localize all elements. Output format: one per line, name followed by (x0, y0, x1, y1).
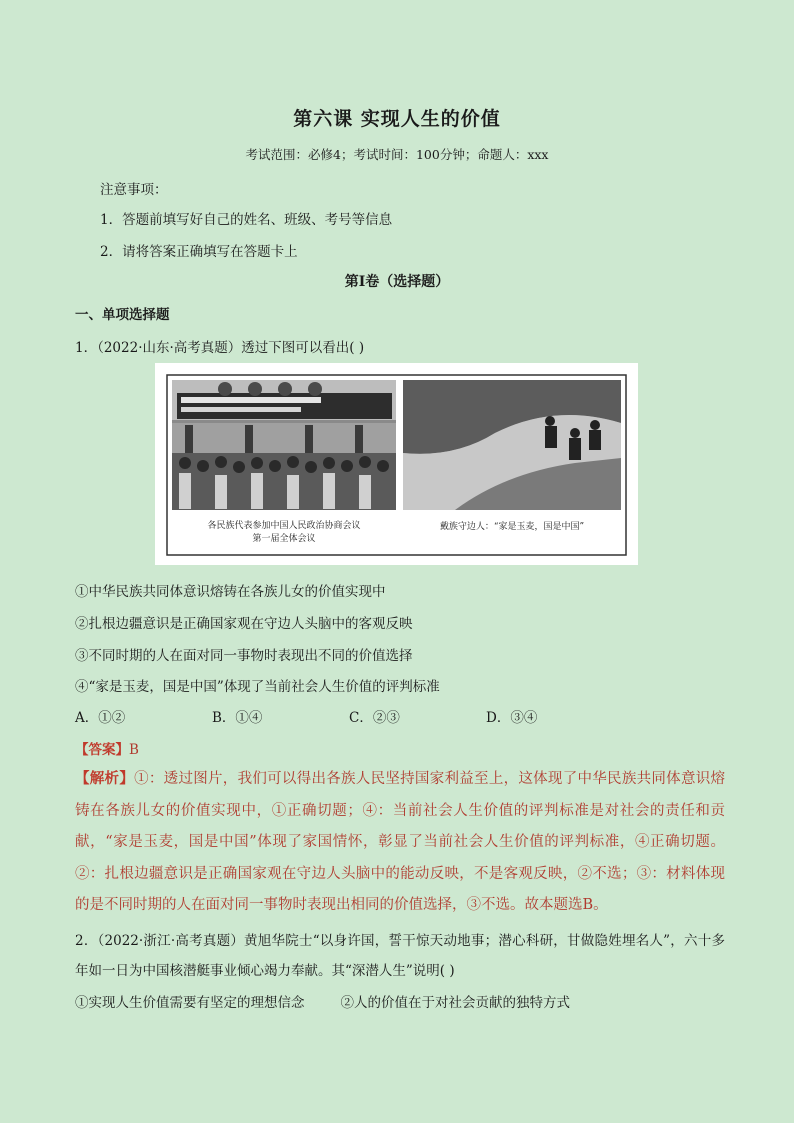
q1-answer (75, 738, 139, 758)
notice-item-1: 1．答题前填写好自己的姓名、班级、考号等信息 (100, 212, 393, 228)
analysis-label: 【解析】 (75, 770, 135, 787)
q1-option-4: ④“家是玉麦，国是中国”体现了当前社会人生价值的评判标准 (75, 679, 440, 695)
page-title: 第六课 实现人生的价值 (293, 108, 501, 130)
choice-b: B．①④ (212, 710, 263, 726)
q1-option-1: ①中华民族共同体意识熔铸在各族儿女的价值实现中 (75, 584, 386, 600)
choice-c: C．②③ (349, 710, 400, 726)
section-title: 第I卷（选择题） (344, 274, 450, 290)
question-1-stem: 1．（2022·山东·高考真题）透过下图可以看出( ) (75, 340, 365, 356)
answer-value: B (129, 742, 139, 758)
q1-option-3: ③不同时期的人在面对同一事物时表现出不同的价值选择 (75, 648, 413, 664)
caption-left-2: 第一届全体会议 (252, 534, 316, 544)
choice-a: A．①② (75, 710, 126, 726)
notice-item-2: 2．请将答案正确填写在答题卡上 (100, 244, 298, 260)
figure-photos (155, 363, 638, 565)
choice-d: D．③④ (486, 710, 538, 726)
notice-heading: 注意事项： (100, 182, 168, 198)
q1-analysis (75, 763, 725, 922)
q2-option-2: ②人的价值在于对社会贡献的独特方式 (340, 995, 570, 1011)
exam-info: 考试范围：必修4；考试时间：100分钟；命题人：xxx (245, 147, 549, 162)
q2-option-1: ①实现人生价值需要有坚定的理想信念 (75, 995, 305, 1011)
part-title: 一、单项选择题 (75, 307, 170, 323)
photo-border-guard (403, 380, 621, 510)
q2-options (75, 991, 570, 1011)
caption-right: 戴族守边人：“家是玉麦，国是中国” (439, 522, 585, 532)
photo-cppcc-meeting (172, 380, 396, 510)
analysis-text: ①：透过图片，我们可以得出各族人民坚持国家利益至上，这体现了中华民族共同体意识熔铸在各族儿女的价值实现中，①正确切题；④：当前社会人生价值的评判标准是对社会的责任和贡献，“家是玉麦，国是中国”体现了家国情怀，彰显了当前社会人生价值的评判标准，④正确切题。②：扎根边疆意识是正确国家观在守边人头脑中的能动反映，不是客观反映，②不选；③：材料体现的是不同时期的人在面对同一事物时表现出相同的价值选择，③不选。故本题选B。 (75, 771, 726, 913)
question-2-stem: 2．（2022·浙江·高考真题）黄旭华院士“以身许国，誓干惊天动地事；潜心科研，甘做隐姓埋名人”，六十多年如一日为中国核潜艇事业倾心竭力奉献。其“深潜人生”说明( ) (75, 933, 725, 979)
q1-option-2: ②扎根边疆意识是正确国家观在守边人头脑中的客观反映 (75, 616, 413, 632)
caption-left-1: 各民族代表参加中国人民政治协商会议 (207, 521, 361, 531)
answer-label: 【答案】 (75, 742, 129, 758)
question-1-figure (155, 363, 638, 565)
